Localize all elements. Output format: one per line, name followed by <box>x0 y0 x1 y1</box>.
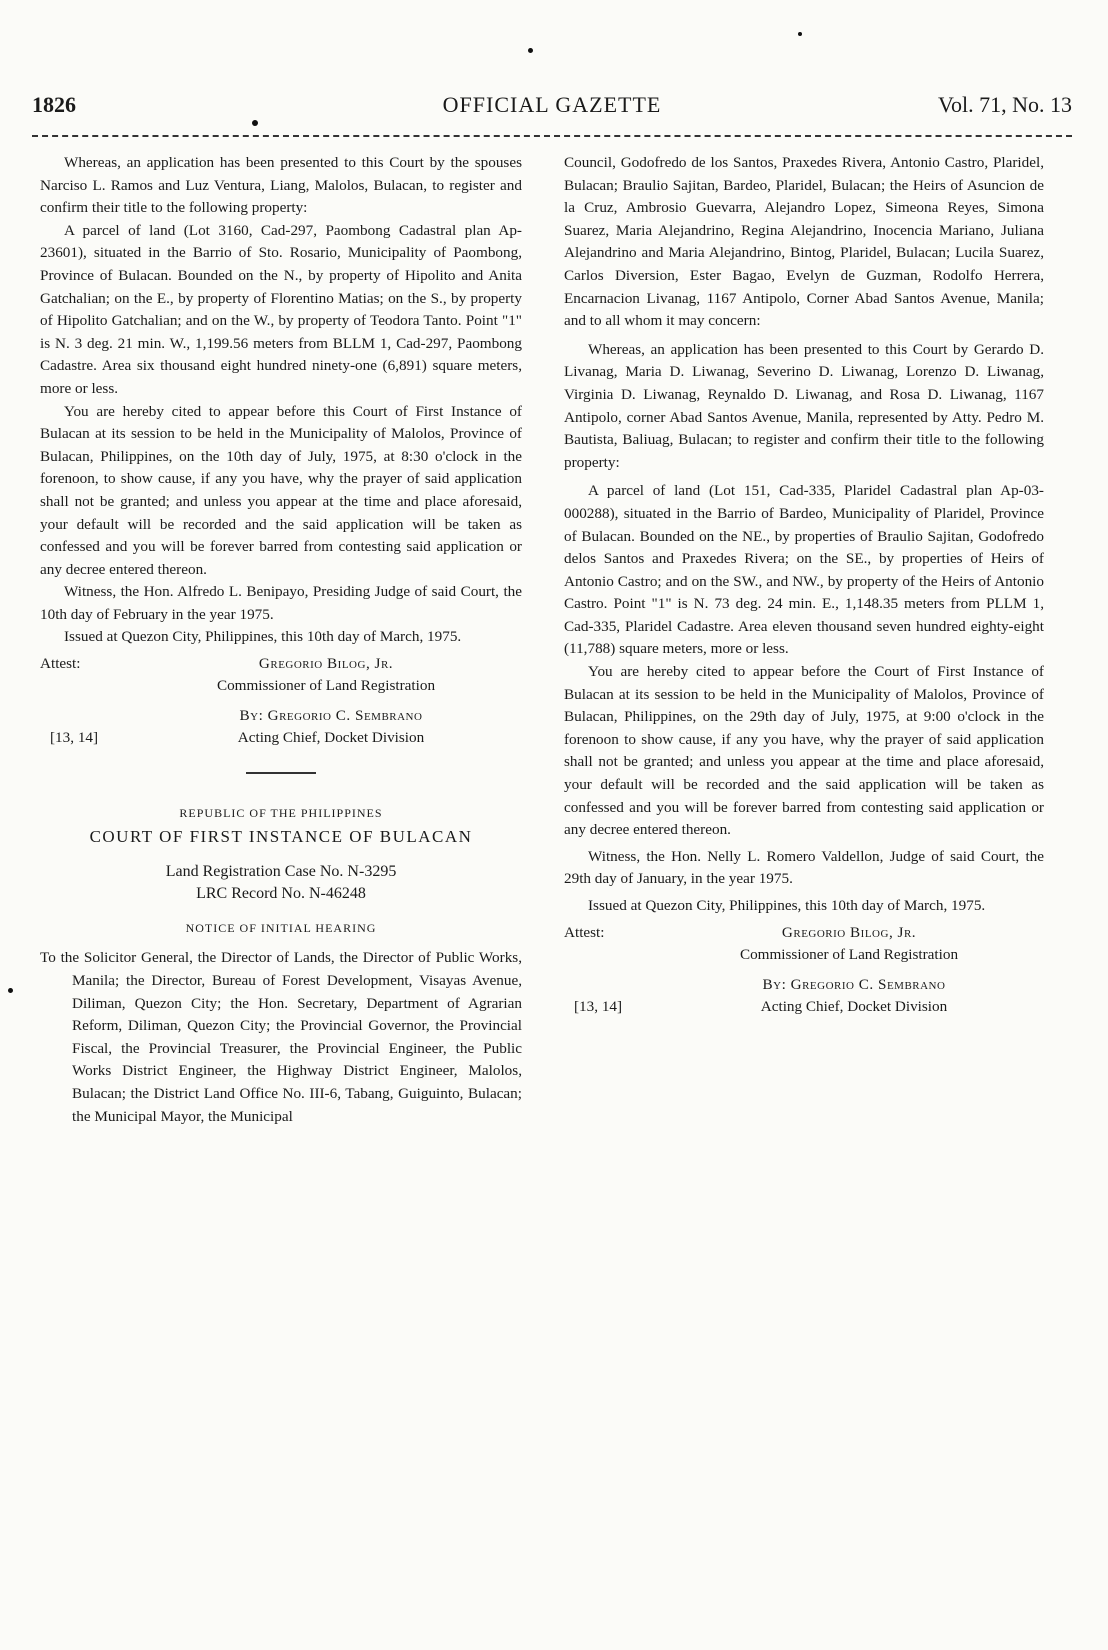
notice-title: NOTICE OF INITIAL HEARING <box>185 920 377 935</box>
court-heading: COURT OF FIRST INSTANCE OF BULACAN <box>89 827 473 847</box>
right-column <box>564 152 1044 1018</box>
lrc-record: LRC Record No. N-46248 <box>196 884 366 902</box>
notice1-witness: Witness, the Hon. Alfredo L. Benipayo, Presiding Judge of said Court, the 10th day of February in the year 1975. <box>40 583 522 623</box>
speck-dot <box>8 988 13 993</box>
notice2-whereas: Whereas, an application has been presented to this Court by Gerardo D. Livanag, Maria D. Liwanag, Severino D. Liwanag, Lorenzo D. Liwanag, Virginia D. Liwanag, Reynaldo D. Liwanag, and Rosa D. Liwanag, 1167 Antipolo, corner Abad Santos Avenue, Manila, represented by Atty. Pedro M. Bautista, Baliuag, Bulacan; to register and confirm their title to the following property: <box>564 340 1044 471</box>
issue-ref: [13, 14] <box>574 997 623 1015</box>
notice2-citation: You are hereby cited to appear before the Court of First Instance of Bulacan at its session to be held in the Municipality of Malolos, Province of Bulacan, Philippines, on the 29th day of July, 1975, at 9:00 o'clock in the forenoon to show cause, if any you have, why the prayer of said application shall not be granted; and unless you appear at the time and place aforesaid, your default will be recorded and the said application will be taken as confessed and you will be forever barred from contesting said application or any decree entered thereon. <box>564 663 1044 839</box>
signer-name: Gregorio Bilog, Jr. <box>258 655 394 673</box>
by-title: Acting Chief, Docket Division <box>760 997 948 1015</box>
notice2-addressees-cont: Council, Godofredo de los Santos, Praxedes Rivera, Antonio Castro, Plaridel, Bulacan; Braulio Sajitan, Bardeo, Plaridel, Bulacan; the Heirs of Asuncion de la Cruz, Ambrosio Guevarra, Alejandro Lopez, Simeona Reyes, Simona Suarez, Maria Alejandrino, Regina Alejandrino, Inocencia Mariano, Juliana Alejandrino and Maria Alejandrino, Bintog, Plaridel, Bulacan; Lucila Suarez, Carlos Diversion, Ester Bagao, Evelyn de Guzman, Rodolfo Herrera, Encarnacion Livanag, 1167 Antipolo, Corner Abad Santos Avenue, Manila; and to all whom it may concern: <box>564 154 1044 330</box>
republic-heading: REPUBLIC OF THE PHILIPPINES <box>179 805 383 820</box>
notice1-attest <box>40 653 522 697</box>
notice1-issued: Issued at Quezon City, Philippines, this 10th day of March, 1975. <box>64 628 462 646</box>
left-column <box>40 152 522 1128</box>
attest-label: Attest: <box>564 923 605 941</box>
case-number: Land Registration Case No. N-3295 <box>165 862 397 880</box>
notice1-parcel: A parcel of land (Lot 3160, Cad-297, Paombong Cadastral plan Ap-23601), situated in the Barrio of Sto. Rosario, Municipality of Paombong, Province of Bulacan. Bounded on the N., by property of Hipolito and Anita Gatchalian; on the E., by property of Florentino Matias; on the S., by property of Hipolito Gatchalian; and on the W., by property of Teodora Tanto. Point "1" is N. 3 deg. 21 min. W., 1,199.56 meters from BLLM 1, Cad-297, Paombong Cadastre. Area six thousand eight hundred ninety-one (6,891) square meters, more or less. <box>40 221 522 397</box>
by-signature <box>664 974 1044 1019</box>
notice2-addressees: To the Solicitor General, the Director of Lands, the Director of Public Works, Manila; the Director, Bureau of Forest Development, Visayas Avenue, Diliman, Quezon City; the Hon. Secretary, Department of Agrarian Reform, Diliman, Quezon City; the Provincial Governor, the Provincial Fiscal, the Provincial Treasurer, the Provincial Engineer, the Public Works District Engineer, the Highway District Engineer, Malolos, Bulacan; the District Land Office No. III-6, Tabang, Guiguinto, Bulacan; the Municipal Mayor, the Municipal <box>40 949 522 1125</box>
notice2-parcel: A parcel of land (Lot 151, Cad-335, Plaridel Cadastral plan Ap-03-000288), situated in the Barrio of Bardeo, Municipality of Plaridel, Province of Bulacan. Bounded on the NE., by properties of Braulio Sajitan, Godofredo delos Santos and Praxedes Rivera; on the SE., by properties of Heirs of Antonio Castro; and on the SW., and NW., by property of the Heirs of Antonio Castro. Point "1" is N. 73 deg. 24 min. E., 1,148.35 meters from PLLM 1, Cad-335, Plaridel Cadastre. Area eleven thousand seven hundred eighty-eight (11,788) square meters, more or less. <box>564 482 1044 658</box>
volume-number: Vol. 71, No. 13 <box>937 92 1072 117</box>
issue-ref: [13, 14] <box>50 729 99 747</box>
by-title: Acting Chief, Docket Division <box>237 729 425 747</box>
notice1-whereas: Whereas, an application has been presented to this Court by the spouses Narciso L. Ramos and Luz Ventura, Liang, Malolos, Bulacan, to register and confirm their title to the following property: <box>40 154 522 217</box>
page-header <box>32 92 1072 128</box>
attest-signature <box>654 922 1044 966</box>
section-divider <box>246 772 316 774</box>
signer-name: Gregorio Bilog, Jr. <box>781 923 917 941</box>
signer-title: Commissioner of Land Registration <box>739 945 959 963</box>
signer-title: Commissioner of Land Registration <box>216 677 436 695</box>
by-signature <box>140 705 522 750</box>
speck-dot <box>528 48 533 53</box>
notice2-byline <box>564 974 1044 1019</box>
by-name: By: Gregorio C. Sembrano <box>762 975 946 993</box>
notice1-byline <box>40 705 522 750</box>
publication-title: OFFICIAL GAZETTE <box>442 92 662 117</box>
attest-label: Attest: <box>40 655 81 673</box>
notice2-witness: Witness, the Hon. Nelly L. Romero Valdellon, Judge of said Court, the 29th day of January, in the year 1975. <box>564 847 1044 888</box>
notice2-attest <box>564 922 1044 966</box>
page-number: 1826 <box>32 92 76 117</box>
notice1-citation: You are hereby cited to appear before this Court of First Instance of Bulacan at its session to be held in the Municipality of Malolos, Province of Bulacan, Philippines, on the 10th day of July, 1975, at 8:30 o'clock in the forenoon, to show cause, if any you have, why the prayer of said application shall not be granted; and unless you appear at the time and place aforesaid, your default will be recorded and the said application will be taken as confessed and you will be forever barred from contesting said application or any decree entered thereon. <box>40 402 522 578</box>
by-name: By: Gregorio C. Sembrano <box>239 707 423 725</box>
attest-signature <box>130 653 522 697</box>
notice2-issued: Issued at Quezon City, Philippines, this 10th day of March, 1975. <box>588 897 986 914</box>
speck-dot <box>798 32 802 36</box>
header-rule <box>32 135 1072 137</box>
